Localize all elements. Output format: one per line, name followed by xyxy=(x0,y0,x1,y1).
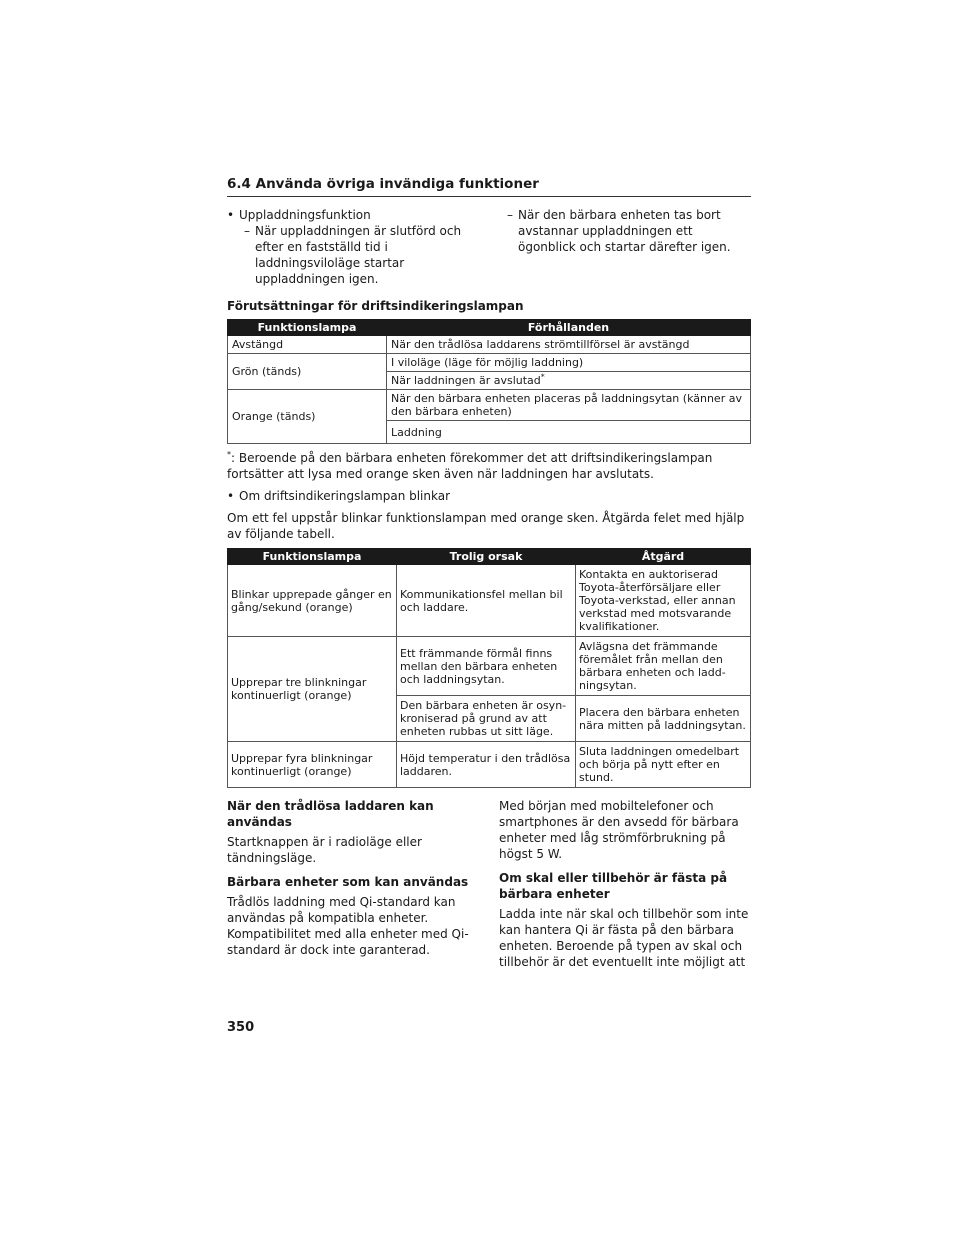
bullet-text: Om driftsindikeringslampan blinkar xyxy=(239,489,451,503)
footnote-mark: * xyxy=(540,372,545,382)
paragraph: Startknappen är i radioläge eller tändningsläge. xyxy=(227,835,422,865)
blink-table xyxy=(227,548,751,788)
bullet-mark: • xyxy=(227,208,235,222)
table-cell: Laddning xyxy=(387,421,751,444)
paragraph: Ladda inte när skal och tillbehör som inte kan hantera Qi är fästa på den bärbara enheten. Beroende på typen av skal och tillbehör är det eventuellt inte möjligt att xyxy=(499,907,749,969)
table-cell: Orange (tänds) xyxy=(228,390,387,444)
table-header-row xyxy=(228,320,751,336)
table-cell: Höjd temperatur i den trådlösa laddaren. xyxy=(397,742,576,788)
paragraph: Med början med mobiltelefoner och smartphones är den avsedd för bärbara enheter med låg strömförbrukning på högst 5 W. xyxy=(499,799,739,861)
footnote-text: : Beroende på den bärbara enheten förekommer det att driftsindikeringslampan fortsätter att lysa med orange sken även när laddningen har avslutats. xyxy=(227,451,713,481)
intro-dash-1 xyxy=(227,223,479,287)
page-number: 350 xyxy=(227,1020,255,1035)
intro-dash-2 xyxy=(499,207,751,255)
table-cell: Grön (tänds) xyxy=(228,354,387,390)
table-cell: Placera den bärbara enheten nära mitten på laddningsytan. xyxy=(576,696,751,742)
table-cell: Blinkar upprepade gånger en gång/sekund (orange) xyxy=(228,565,397,637)
table-cell: Ett främmande förmål finns mellan den bärbara enheten och laddningsytan. xyxy=(397,637,576,696)
table-row xyxy=(228,637,751,696)
dash-text: När uppladdningen är slutförd och efter en fastställd tid i laddningsviloläge startar uppladdningen igen. xyxy=(255,224,462,286)
intro-right xyxy=(479,207,751,287)
column-header: Trolig orsak xyxy=(397,549,576,565)
column-header: Åtgärd xyxy=(576,549,751,565)
section-title: 6.4 Använda övriga invändiga funktioner xyxy=(227,176,751,197)
footnote xyxy=(227,450,751,482)
table-cell: Den bärbara enheten är osynkroniserad på grund av att enheten rubbas ut sitt läge. xyxy=(397,696,576,742)
subsection-heading: Om skal eller tillbehör är fästa på bärbara enheter xyxy=(499,871,728,901)
paragraph: Trådlös laddning med Qi-standard kan användas på kompatibla enheter. Kompatibilitet med alla enheter med Qi-standard är dock inte garanterad. xyxy=(227,895,469,957)
dash-mark: – xyxy=(244,224,250,238)
table-cell: Avlägsna det främmande föremålet från mellan den bärbara enheten och laddningsytan. xyxy=(576,637,751,696)
table-cell: I viloläge (läge för möjlig laddning) xyxy=(387,354,751,372)
intro-columns xyxy=(227,207,751,287)
section1-heading: Förutsättningar för driftsindikeringslampan xyxy=(227,299,524,313)
intro-bullet xyxy=(227,207,479,223)
table-cell: När den trådlösa laddarens strömtillförsel är avstängd xyxy=(387,336,751,354)
bottom-columns xyxy=(227,798,751,978)
table-row xyxy=(228,354,751,372)
bottom-right xyxy=(479,798,751,978)
footnote-mark: * xyxy=(227,450,231,459)
dash-text: När den bärbara enheten tas bort avstannar uppladdningen ett ögonblick och startar därefter igen. xyxy=(518,208,731,254)
table-row xyxy=(228,390,751,421)
table-cell: Upprepar fyra blinkningar kontinuerligt (orange) xyxy=(228,742,397,788)
column-header: Funktionslampa xyxy=(228,320,387,336)
bottom-left xyxy=(227,798,479,978)
cell-text: När laddningen är avslutad xyxy=(391,374,541,387)
table-cell: Kommunikationsfel mellan bil och laddare. xyxy=(397,565,576,637)
blink-bullet xyxy=(227,488,751,504)
table-cell: Sluta laddningen omedelbart och börja på nytt efter en stund. xyxy=(576,742,751,788)
subsection-heading: När den trådlösa laddaren kan användas xyxy=(227,799,434,829)
table-cell: Kontakta en auktoriserad Toyota-återförsäljare eller Toyota-verkstad, eller annan verkstad med motsvarande kvalifikationer. xyxy=(576,565,751,637)
table-row xyxy=(228,565,751,637)
blink-text: Om ett fel uppstår blinkar funktionslampan med orange sken. Åtgärda felet med hjälp av följande tabell. xyxy=(227,511,745,541)
table-cell: Avstängd xyxy=(228,336,387,354)
indicator-table xyxy=(227,319,751,444)
table-row xyxy=(228,336,751,354)
table-cell: Upprepar tre blinkningar kontinuerligt (orange) xyxy=(228,637,397,742)
page-content xyxy=(227,176,751,978)
column-header: Förhållanden xyxy=(387,320,751,336)
intro-left xyxy=(227,207,479,287)
dash-mark: – xyxy=(507,208,513,222)
table-cell: När den bärbara enheten placeras på laddningsytan (känner av den bärbara enheten) xyxy=(387,390,751,421)
column-header: Funktionslampa xyxy=(228,549,397,565)
table-cell xyxy=(387,372,751,390)
bullet-mark: • xyxy=(227,489,235,503)
table-row xyxy=(228,742,751,788)
subsection-heading: Bärbara enheter som kan användas xyxy=(227,875,469,889)
bullet-text: Uppladdningsfunktion xyxy=(239,208,371,222)
table-header-row xyxy=(228,549,751,565)
